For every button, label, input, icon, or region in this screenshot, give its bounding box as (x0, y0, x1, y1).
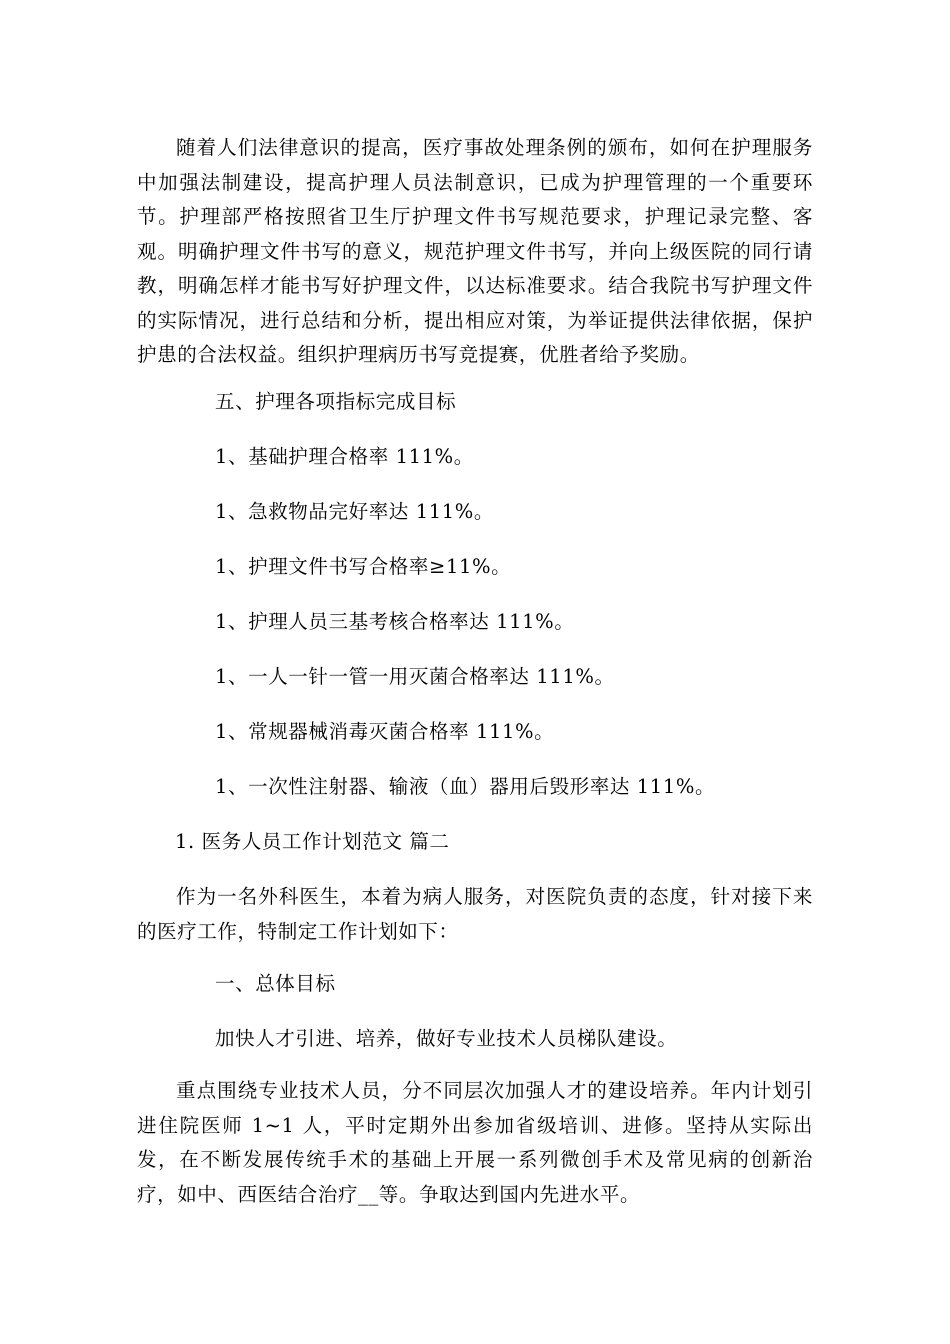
target-item-1: 1、基础护理合格率 111%。 (215, 445, 474, 468)
target-item-5: 1、一人一针一管一用灭菌合格率达 111%。 (215, 665, 615, 688)
target-item-7: 1、一次性注射器、输液（血）器用后毁形率达 111%。 (215, 775, 716, 798)
paragraph-training-plan: 重点围绕专业技术人员，分不同层次加强人才的建设培养。年内计划引进住院医师 1~1 人，平时定期外出参加省级培训、进修。坚持从实际出发，在不断发展传统手术的基础上开展一系列微创手术及常见病的创新治疗，如中、西医结合治疗__等。争取达到国内先进水平。 (137, 1079, 813, 1206)
paragraph-talent: 加快人才引进、培养，做好专业技术人员梯队建设。 (215, 1027, 678, 1050)
target-item-4: 1、护理人员三基考核合格率达 111%。 (215, 610, 575, 633)
paragraph-nursing-records: 随着人们法律意识的提高，医疗事故处理条例的颁布，如何在护理服务中加强法制建设，提高护理人员法制意识，已成为护理管理的一个重要环节。护理部严格按照省卫生厅护理文件书写规范要求，护理记录完整、客观。明确护理文件书写的意义，规范护理文件书写，并向上级医院的同行请教，明确怎样才能书写好护理文件，以达标准要求。结合我院书写护理文件的实际情况，进行总结和分析，提出相应对策，为举证提供法律依据，保护护患的合法权益。组织护理病历书写竞提赛，优胜者给予奖励。 (137, 136, 813, 366)
target-item-3: 1、护理文件书写合格率≥11%。 (215, 555, 512, 578)
target-item-2: 1、急救物品完好率达 111%。 (215, 500, 494, 523)
target-item-6: 1、常规器械消毒灭菌合格率 111%。 (215, 720, 555, 743)
section-five-heading: 五、护理各项指标完成目标 (215, 390, 457, 413)
paragraph-surgeon-intro: 作为一名外科医生，本着为病人服务，对医院负责的态度，针对接下来的医疗工作，特制定工作计划如下： (137, 885, 813, 943)
section-one-heading: 一、总体目标 (215, 972, 336, 995)
part-two-title: 1. 医务人员工作计划范文 篇二 (175, 830, 450, 853)
